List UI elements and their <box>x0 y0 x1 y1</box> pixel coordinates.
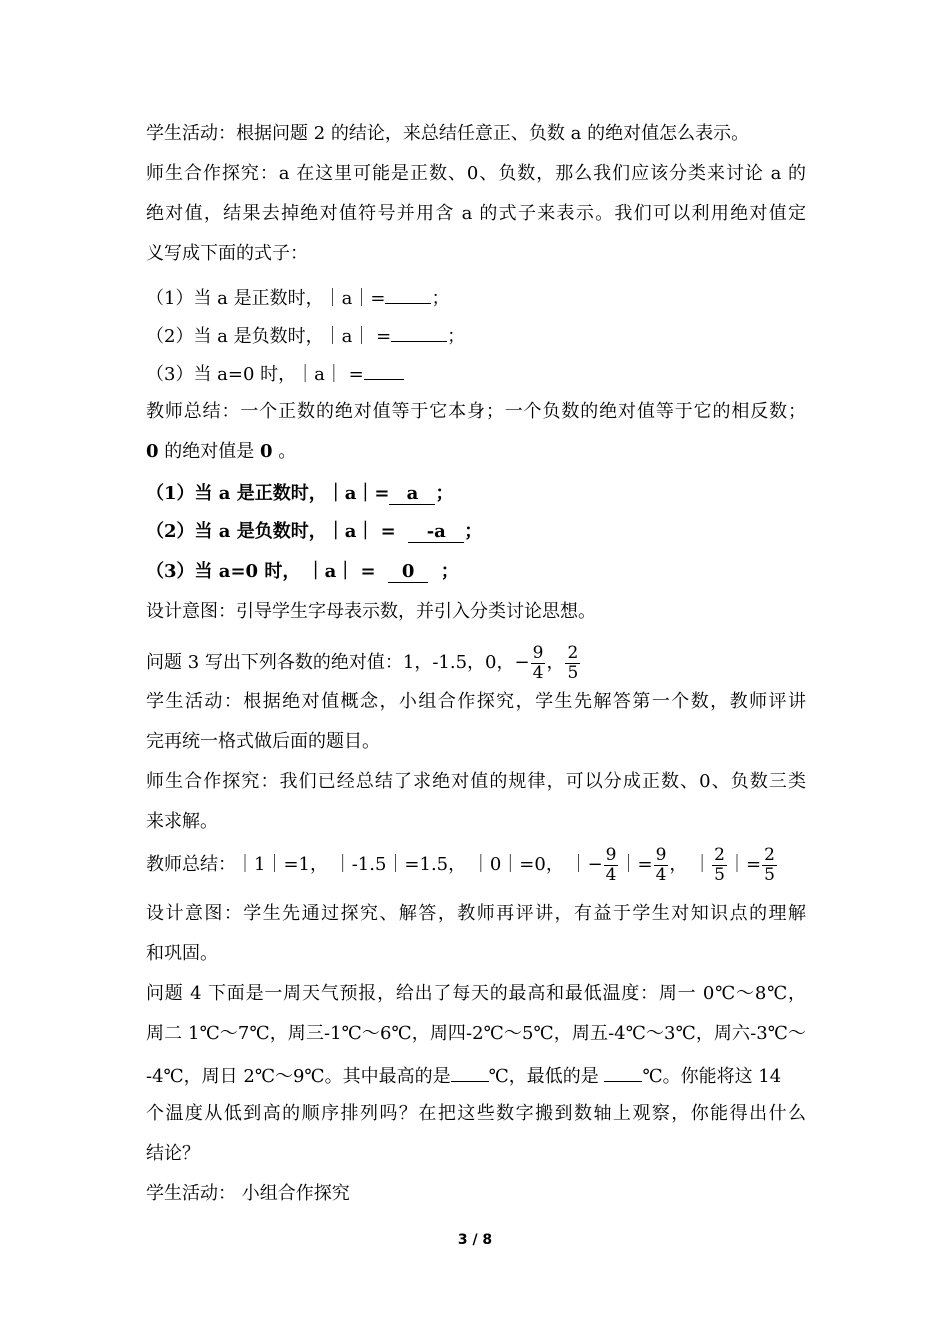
line-text: -4℃，周日 2℃～9℃。其中最高的是 <box>146 1066 451 1087</box>
text-line <box>146 1181 806 1207</box>
fraction-nine-fourths <box>604 846 619 885</box>
line-text: （1）当 a 是正数时，｜a｜= <box>146 288 386 309</box>
answer-blank <box>385 283 431 304</box>
line-text: ； <box>435 483 454 504</box>
text-line <box>146 1101 806 1127</box>
denominator: 4 <box>605 864 617 885</box>
denominator: 5 <box>764 864 775 885</box>
line-text: 的绝对值是 <box>158 441 260 462</box>
line-text: ， <box>546 652 565 673</box>
line-text: 师生合作探究：a 在这里可能是正数、0、负数，那么我们应该分类来讨论 a 的 <box>146 163 806 184</box>
text-line <box>146 599 806 625</box>
text-line <box>146 689 806 715</box>
line-text: ｜= <box>619 854 653 875</box>
line-text: 教师总结：｜1｜=1， ｜-1.5｜=1.5， ｜0｜=0， ｜ <box>146 854 588 875</box>
minus-sign: − <box>587 854 603 875</box>
line-text: 学生活动：根据绝对值概念，小组合作探究，学生先解答第一个数，教师评讲 <box>146 691 806 712</box>
line-text: 学生活动：根据问题 2 的结论，来总结任意正、负数 a 的绝对值怎么表示。 <box>146 123 750 144</box>
text-line <box>146 1061 806 1087</box>
answer-line <box>146 519 806 545</box>
answer-line <box>146 559 806 585</box>
fraction-two-fifths <box>565 644 580 683</box>
fraction-nine-fourths <box>654 846 669 885</box>
minus-sign: − <box>514 652 530 673</box>
line-text: 结论？ <box>146 1143 200 1164</box>
line-text: 。 <box>272 441 297 462</box>
filled-answer: -a <box>408 522 464 543</box>
line-text: 问题 4 下面是一周天气预报，给出了每天的最高和最低温度：周一 0℃～8℃， <box>146 983 806 1004</box>
fraction-two-fifths <box>712 846 727 885</box>
fraction-two-fifths <box>762 846 777 885</box>
text-line <box>146 901 806 927</box>
text-line <box>146 241 806 267</box>
text-line <box>146 729 806 755</box>
line-text: （3）当 a=0 时，｜a｜ = <box>146 364 364 385</box>
page-number: 3 / 8 <box>457 1232 493 1248</box>
answer-line <box>146 481 806 507</box>
text-line <box>146 161 806 187</box>
line-text: ℃，最低的是 <box>488 1066 605 1087</box>
line-text: 和巩固。 <box>146 943 218 964</box>
formula-line <box>146 283 806 309</box>
line-text: 设计意图：学生先通过探究、解答，教师再评讲，有益于学生对知识点的理解 <box>146 903 806 924</box>
formula-line <box>146 359 806 385</box>
line-text: 设计意图：引导学生字母表示数，并引入分类讨论思想。 <box>146 601 596 622</box>
denominator: 5 <box>714 864 725 885</box>
answer-blank <box>604 1061 642 1082</box>
numerator: 2 <box>567 642 579 663</box>
answer-blank <box>391 321 447 342</box>
text-line <box>146 981 806 1007</box>
text-line <box>146 809 806 835</box>
text-line <box>146 769 806 795</box>
line-text: （1）当 a 是正数时，｜a｜= <box>146 483 390 504</box>
summary-line <box>146 843 806 887</box>
line-text: 完再统一格式做后面的题目。 <box>146 731 380 752</box>
line-text: 师生合作探究：我们已经总结了求绝对值的规律，可以分成正数、0、负数三类 <box>146 771 806 792</box>
answer-blank <box>364 359 404 380</box>
denominator: 4 <box>532 662 544 683</box>
text-line <box>146 439 806 465</box>
numerator: 2 <box>714 844 725 865</box>
line-text: 问题 3 写出下列各数的绝对值：1，-1.5，0， <box>146 652 515 673</box>
fraction-nine-fourths <box>531 644 546 683</box>
line-text: ， ｜ <box>669 854 712 875</box>
line-text: 学生活动： 小组合作探究 <box>146 1183 350 1204</box>
filled-answer: 0 <box>388 562 428 583</box>
question-line <box>146 641 806 685</box>
text-line <box>146 941 806 967</box>
numerator: 2 <box>764 844 775 865</box>
line-text: 义写成下面的式子： <box>146 243 308 264</box>
line-text: （2）当 a 是负数时，｜a｜ = <box>146 521 396 542</box>
numerator: 9 <box>655 844 667 865</box>
line-text: 绝对值，结果去掉绝对值符号并用含 a 的式子来表示。我们可以利用绝对值定 <box>146 203 806 224</box>
text-line <box>146 399 806 425</box>
line-text: （3）当 a=0 时， ｜a｜ = <box>146 561 376 582</box>
text-line <box>146 201 806 227</box>
line-text: ； <box>464 521 483 542</box>
bold-text: 0 <box>259 441 273 462</box>
bold-text: 0 <box>146 441 159 462</box>
denominator: 4 <box>655 864 667 885</box>
line-text: 周二 1℃～7℃，周三-1℃～6℃，周四-2℃～5℃，周五-4℃～3℃，周六-3℃～ <box>146 1023 806 1044</box>
line-text: 教师总结：一个正数的绝对值等于它本身；一个负数的绝对值等于它的相反数； <box>146 401 806 422</box>
answer-blank <box>451 1061 489 1082</box>
line-text: ； <box>431 288 450 309</box>
numerator: 9 <box>532 642 544 663</box>
denominator: 5 <box>567 662 579 683</box>
text-line <box>146 1141 806 1167</box>
text-line <box>146 1021 806 1047</box>
line-text: ； <box>440 561 459 582</box>
numerator: 9 <box>605 844 617 865</box>
text-line <box>146 121 806 147</box>
line-text: （2）当 a 是负数时，｜a｜ = <box>146 326 392 347</box>
formula-line <box>146 321 806 347</box>
line-text: ℃。你能将这 14 <box>642 1066 782 1087</box>
line-text: ｜= <box>727 854 762 875</box>
line-text: ； <box>447 326 466 347</box>
filled-answer: a <box>389 484 435 505</box>
line-text: 个温度从低到高的顺序排列吗？在把这些数字搬到数轴上观察，你能得出什么 <box>146 1103 806 1124</box>
line-text: 来求解。 <box>146 811 218 832</box>
